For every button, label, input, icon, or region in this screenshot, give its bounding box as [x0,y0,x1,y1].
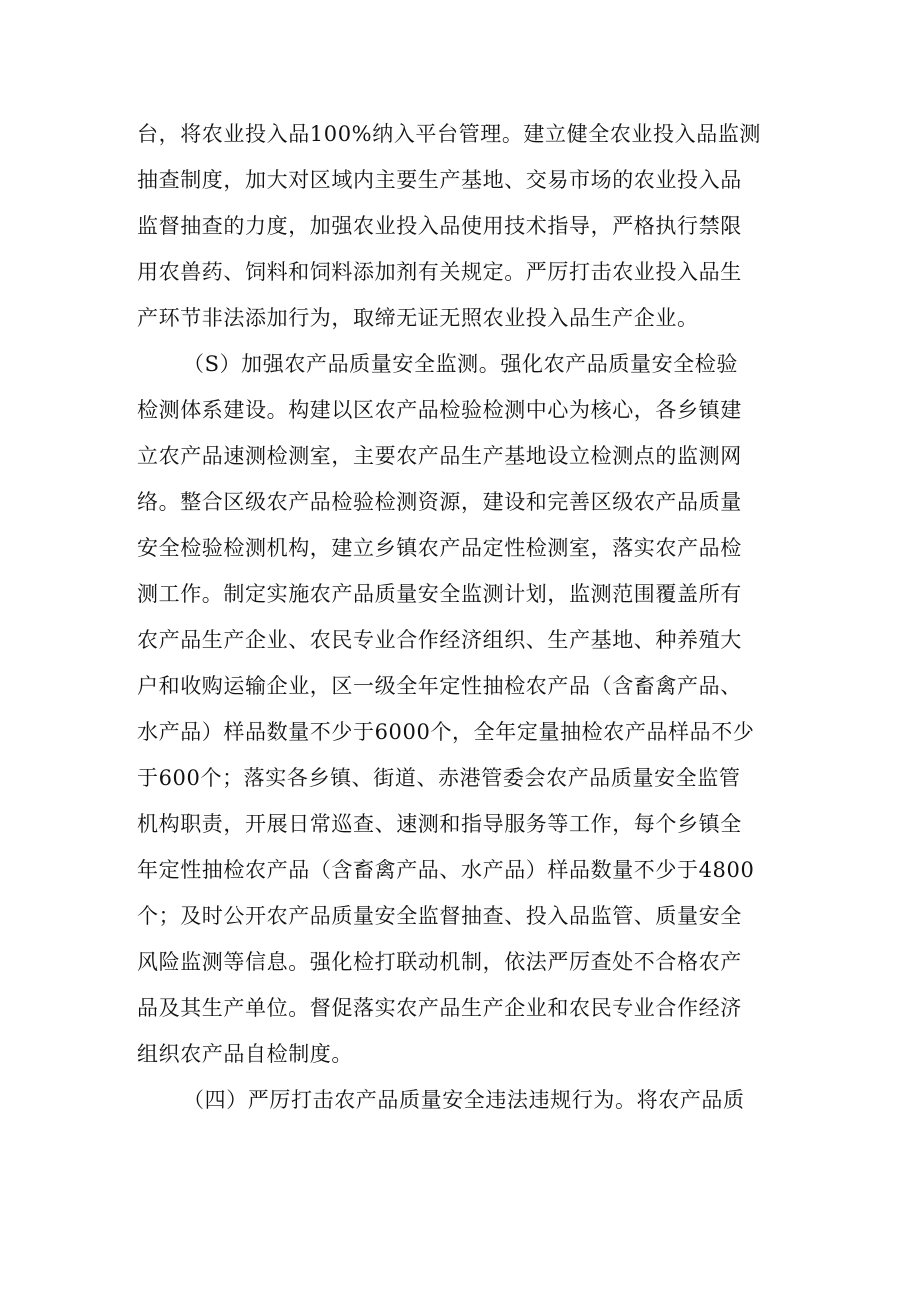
text-line: 个；及时公开农产品质量安全监督抽查、投入品监管、质量安全 [137,904,742,928]
text-line: 年定性抽检农产品（含畜禽产品、水产品）样品数量不少于4800 [137,858,755,882]
text-line: 品及其生产单位。督促落实农产品生产企业和农民专业合作经济 [137,996,742,1020]
text-line: 户和收购运输企业，区一级全年定性抽检农产品（含畜禽产品、 [137,674,742,698]
text-line: 组织农产品自检制度。 [137,1042,353,1066]
text-line: 监督抽查的力度，加强农业投入品使用技术指导，严格执行禁限 [137,214,742,238]
text-line: 农产品生产企业、农民专业合作经济组织、生产基地、种养殖大 [137,628,742,652]
text-line: 机构职责，开展日常巡查、速测和指导服务等工作，每个乡镇全 [137,812,742,836]
text-line: 于600个；落实各乡镇、街道、赤港管委会农产品质量安全监管 [137,766,741,790]
text-line: 台，将农业投入品100%纳入平台管理。建立健全农业投入品监测 [137,122,762,146]
text-line: 风险监测等信息。强化检打联动机制，依法严厉查处不合格农产 [137,950,742,974]
text-line: 检测体系建设。构建以区农产品检验检测中心为核心，各乡镇建 [137,398,742,422]
text-line: 安全检验检测机构，建立乡镇农产品定性检测室，落实农产品检 [137,536,742,560]
text-line: 产环节非法添加行为，取缔无证无照农业投入品生产企业。 [137,306,699,330]
text-line: 测工作。制定实施农产品质量安全监测计划，监测范围覆盖所有 [137,582,742,606]
text-line: 用农兽药、饲料和饲料添加剂有关规定。严厉打击农业投入品生 [137,260,742,284]
text-line: 络。整合区级农产品检验检测资源，建设和完善区级农产品质量 [137,490,742,514]
text-line: 立农产品速测检测室，主要农产品生产基地设立检测点的监测网 [137,444,742,468]
section-heading-line: （四）严厉打击农产品质量安全违法违规行为。将农产品质 [183,1088,745,1112]
section-heading-line: （S）加强农产品质量安全监测。强化农产品质量安全检验 [183,352,738,376]
text-line: 抽查制度，加大对区域内主要生产基地、交易市场的农业投入品 [137,168,742,192]
text-line: 水产品）样品数量不少于6000个，全年定量抽检农产品样品不少 [137,720,755,744]
